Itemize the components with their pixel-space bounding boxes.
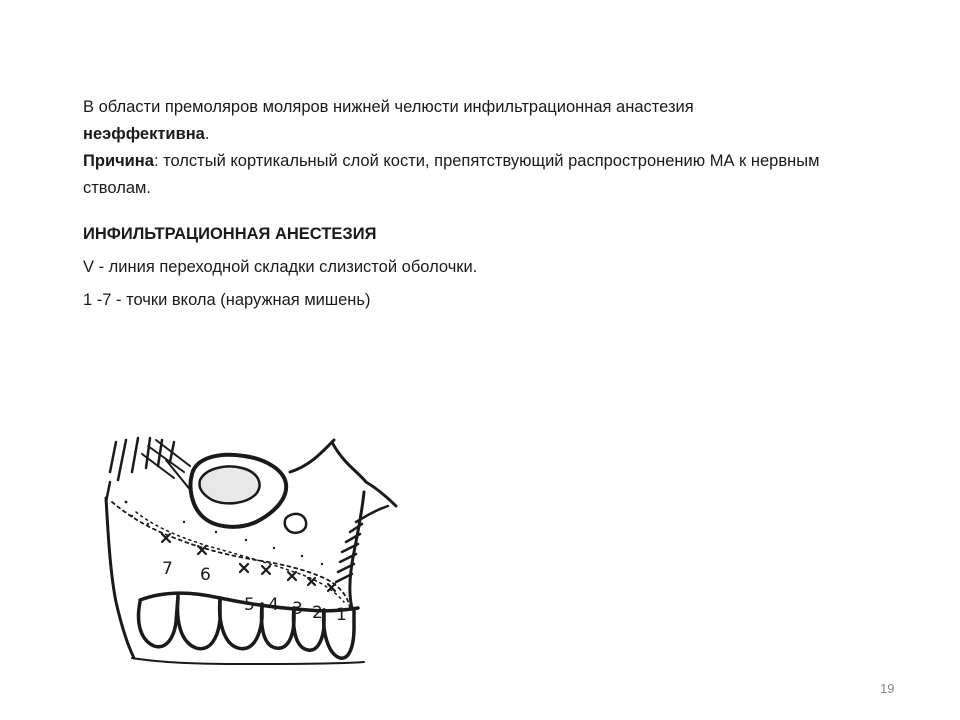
label-3: 3 <box>292 599 303 619</box>
injection-point-4 <box>262 566 270 574</box>
zygomatic-fragment <box>285 514 307 533</box>
transitional-fold-line <box>112 502 350 608</box>
label-1: 1 <box>336 605 347 625</box>
label-6: 6 <box>200 565 211 585</box>
reason-text: : толстый кортикальный слой кости, препятствующий распростронению МА к нервным стволам. <box>83 152 820 197</box>
legend-points: 1 -7 - точки вкола (наружная мишень) <box>83 291 371 309</box>
paragraph-ineffective-text: В области премоляров моляров нижней челюсти инфильтрационная анастезия <box>83 98 694 116</box>
injection-point-2 <box>308 578 315 585</box>
page-number: 19 <box>880 681 895 696</box>
paragraph-reason <box>83 148 883 202</box>
nasal-ridge <box>350 492 364 608</box>
paragraph-ineffective-end: . <box>204 125 210 143</box>
ineffective-bold: неэффективна <box>83 125 205 143</box>
label-5: 5 <box>244 595 255 615</box>
lower-edge <box>132 658 364 664</box>
injection-point-5 <box>240 564 248 572</box>
label-7: 7 <box>162 559 173 579</box>
paragraph-ineffective <box>83 94 883 148</box>
slide-text <box>83 94 883 314</box>
tooth-molar-1 <box>220 600 262 649</box>
nasal-outline <box>290 440 396 506</box>
label-2: 2 <box>312 603 323 623</box>
reason-label: Причина <box>83 152 154 170</box>
orbit-inner <box>200 467 260 504</box>
injection-point-3 <box>288 572 296 580</box>
label-4: 4 <box>268 595 279 615</box>
section-heading-text: ИНФИЛЬТРАЦИОННАЯ АНЕСТЕЗИЯ <box>83 225 377 243</box>
posterior-edge <box>106 498 134 658</box>
jaw-diagram <box>96 432 412 678</box>
section-heading <box>83 221 883 248</box>
tooth-molar-3 <box>139 596 178 647</box>
jaw-drawing <box>96 432 412 678</box>
legend-line-v: V - линия переходной складки слизистой оболочки. <box>83 258 478 276</box>
nasal-cartilage <box>336 506 388 582</box>
skull-hatching-2 <box>142 440 192 492</box>
tooth-molar-2 <box>178 598 220 649</box>
